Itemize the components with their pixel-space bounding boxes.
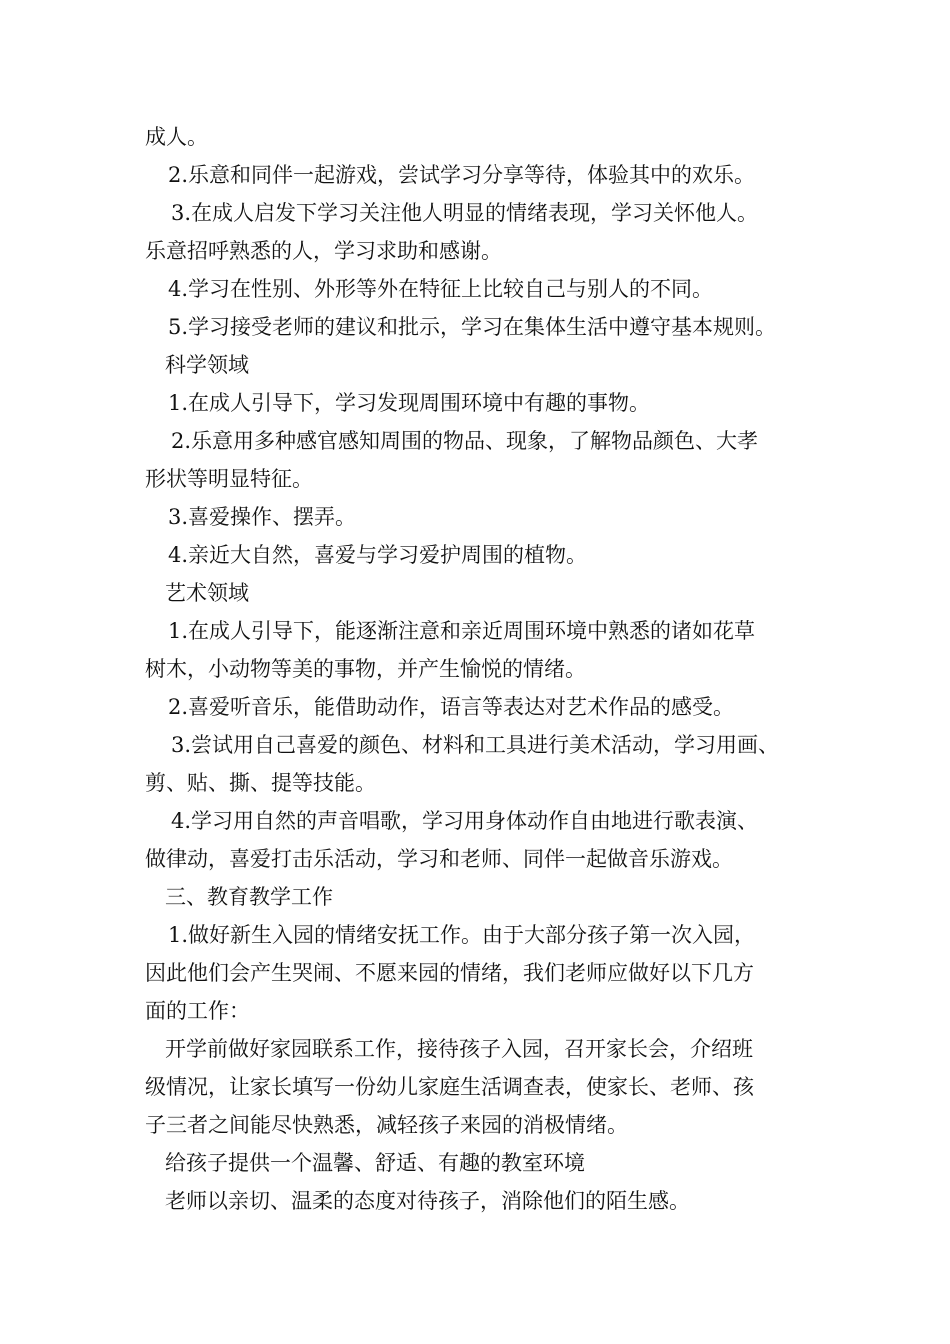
section-heading: 艺术领域 [165, 581, 249, 605]
text-line: 3.尝试用自己喜爱的颜色、材料和工具进行美术活动，学习用画、 [171, 733, 780, 757]
text-line: 因此他们会产生哭闹、不愿来园的情绪，我们老师应做好以下几方 [145, 961, 754, 985]
text-line: 4.学习在性别、外形等外在特征上比较自己与别人的不同。 [168, 277, 714, 301]
text-line: 3.在成人启发下学习关注他人明显的情绪表现，学习关怀他人。 [171, 201, 759, 225]
text-line: 成人。 [145, 125, 208, 149]
section-heading: 科学领域 [165, 353, 249, 377]
text-line: 1.在成人引导下，学习发现周围环境中有趣的事物。 [168, 391, 651, 415]
text-line: 4.亲近大自然，喜爱与学习爱护周围的植物。 [168, 543, 588, 567]
text-line: 2.乐意用多种感官感知周围的物品、现象，了解物品颜色、大孝 [171, 429, 759, 453]
text-line: 老师以亲切、温柔的态度对待孩子，消除他们的陌生感。 [165, 1189, 690, 1213]
text-line: 剪、贴、撕、提等技能。 [145, 771, 376, 795]
section-heading: 三、教育教学工作 [165, 885, 333, 909]
text-line: 2.乐意和同伴一起游戏，尝试学习分享等待，体验其中的欢乐。 [168, 163, 756, 187]
text-line: 1.做好新生入园的情绪安抚工作。由于大部分孩子第一次入园， [168, 923, 756, 947]
text-line: 形状等明显特征。 [145, 467, 313, 491]
text-line: 树木，小动物等美的事物，并产生愉悦的情绪。 [145, 657, 586, 681]
document-body [145, 118, 835, 1220]
text-line: 做律动，喜爱打击乐活动，学习和老师、同伴一起做音乐游戏。 [145, 847, 733, 871]
text-line: 5.学习接受老师的建议和批示，学习在集体生活中遵守基本规则。 [168, 315, 777, 339]
text-line: 给孩子提供一个温馨、舒适、有趣的教室环境 [165, 1151, 585, 1175]
text-line: 3.喜爱操作、摆弄。 [168, 505, 357, 529]
text-line: 乐意招呼熟悉的人，学习求助和感谢。 [145, 239, 502, 263]
text-line: 面的工作： [145, 999, 250, 1023]
text-line: 4.学习用自然的声音唱歌，学习用身体动作自由地进行歌表演、 [171, 809, 759, 833]
text-line: 子三者之间能尽快熟悉，减轻孩子来园的消极情绪。 [145, 1113, 628, 1137]
text-line: 2.喜爱听音乐，能借助动作，语言等表达对艺术作品的感受。 [168, 695, 735, 719]
text-line: 开学前做好家园联系工作，接待孩子入园，召开家长会，介绍班 [165, 1037, 753, 1061]
text-line: 级情况，让家长填写一份幼儿家庭生活调查表，使家长、老师、孩 [145, 1075, 754, 1099]
text-line: 1.在成人引导下，能逐渐注意和亲近周围环境中熟悉的诸如花草 [168, 619, 756, 643]
